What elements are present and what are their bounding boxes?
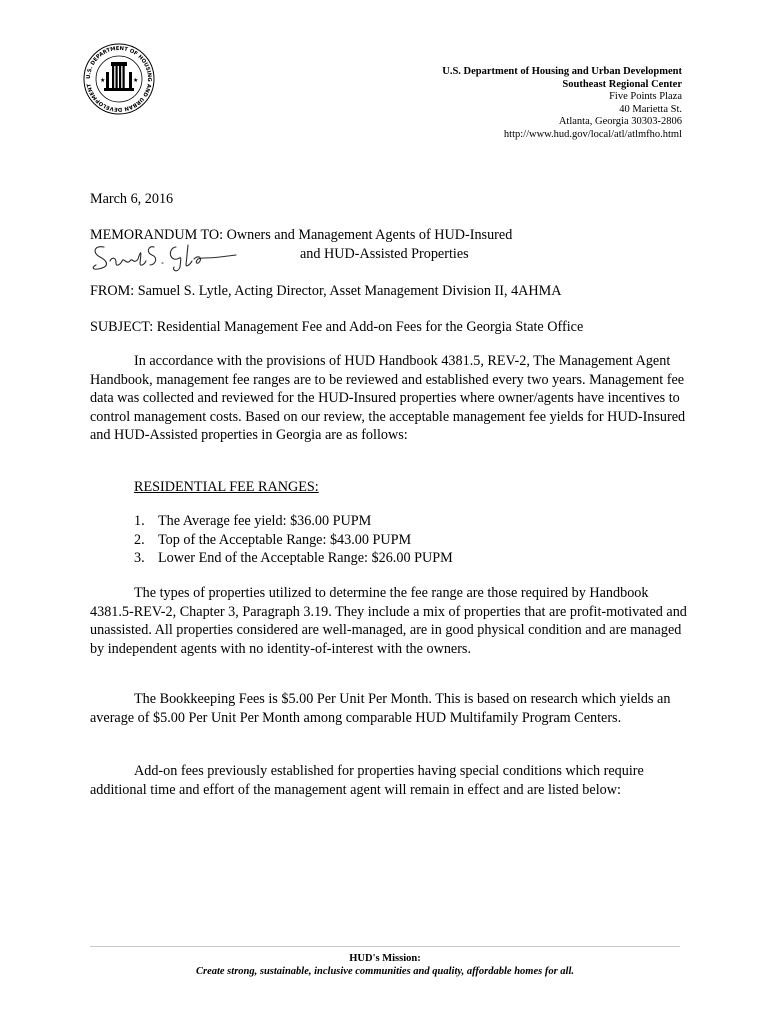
svg-text:★: ★ — [133, 77, 139, 84]
website-url[interactable]: http://www.hud.gov/local/atl/atlmfho.html — [503, 128, 682, 140]
memo-date: March 6, 2016 — [90, 191, 174, 207]
fee-ranges-heading: RESIDENTIAL FEE RANGES: — [134, 479, 319, 495]
footer-mission-text: Create strong, sustainable, inclusive communities and quality, affordable homes for all. — [195, 966, 575, 977]
letterhead — [442, 66, 682, 142]
footer-divider — [90, 946, 680, 947]
list-item: 2. Top of the Acceptable Range: $43.00 PUPM — [134, 531, 412, 548]
paragraph-add-on-fees: Add-on fees previously established for properties having special conditions which require additional time and effort of the management agent will remain in effect and are listed below: — [90, 763, 644, 798]
footer-mission-title: HUD's Mission: — [349, 953, 421, 964]
memo-subject: SUBJECT: Residential Management Fee and Add-on Fees for the Georgia State Office — [90, 319, 584, 335]
address-street: 40 Marietta St. — [619, 103, 682, 115]
regional-center: Southeast Regional Center — [562, 78, 682, 90]
address-plaza: Five Points Plaza — [609, 91, 682, 103]
paragraph-bookkeeping-fees: The Bookkeeping Fees is $5.00 Per Unit Per Month. This is based on research which yields an average of $5.00 Per Unit Per Month among comparable HUD Multifamily Program Centers. — [90, 691, 671, 726]
paragraph-property-types: The types of properties utilized to determine the fee range are those required by Handbook 4381.5-REV-2, Chapter 3, Paragraph 3.19. They include a mix of properties that are profit-motivated and unassisted. All properties considered are well-managed, are in good physical condition and are managed by independent agents with no identity-of-interest with the owners. — [90, 585, 687, 657]
department-name: U.S. Department of Housing and Urban Development — [442, 66, 682, 77]
list-item: 1. The Average fee yield: $36.00 PUPM — [134, 513, 372, 529]
memo-to-line2: and HUD-Assisted Properties — [300, 245, 469, 262]
svg-text:U.S. DEPARTMENT OF HOUSING AND: U.S. DEPARTMENT OF HOUSING AND URBAN DEVELOPMENT — [85, 45, 153, 113]
memo-to-line1: MEMORANDUM TO: Owners and Management Agents of HUD-Insured — [90, 227, 513, 243]
svg-text:★: ★ — [100, 77, 106, 84]
paragraph-intro: In accordance with the provisions of HUD Handbook 4381.5, REV-2, The Management Agent Handbook, management fee ranges are to be reviewed and established every two years. Management fee data was collected and reviewed for the HUD-Insured properties where owner/agents have incentives to control management costs. Based on our review, the acceptable management fee yields for HUD-Insured and HUD-Assisted properties in Georgia are as follows: — [90, 353, 686, 444]
memo-from: FROM: Samuel S. Lytle, Acting Director, Asset Management Division II, 4AHMA — [90, 283, 562, 299]
fee-ranges-list — [134, 512, 734, 568]
address-city: Atlanta, Georgia 30303-2806 — [558, 116, 682, 128]
list-item: 3. Lower End of the Acceptable Range: $26.00 PUPM — [134, 550, 453, 567]
hud-seal-logo — [82, 42, 156, 116]
handwritten-signature — [90, 237, 240, 275]
